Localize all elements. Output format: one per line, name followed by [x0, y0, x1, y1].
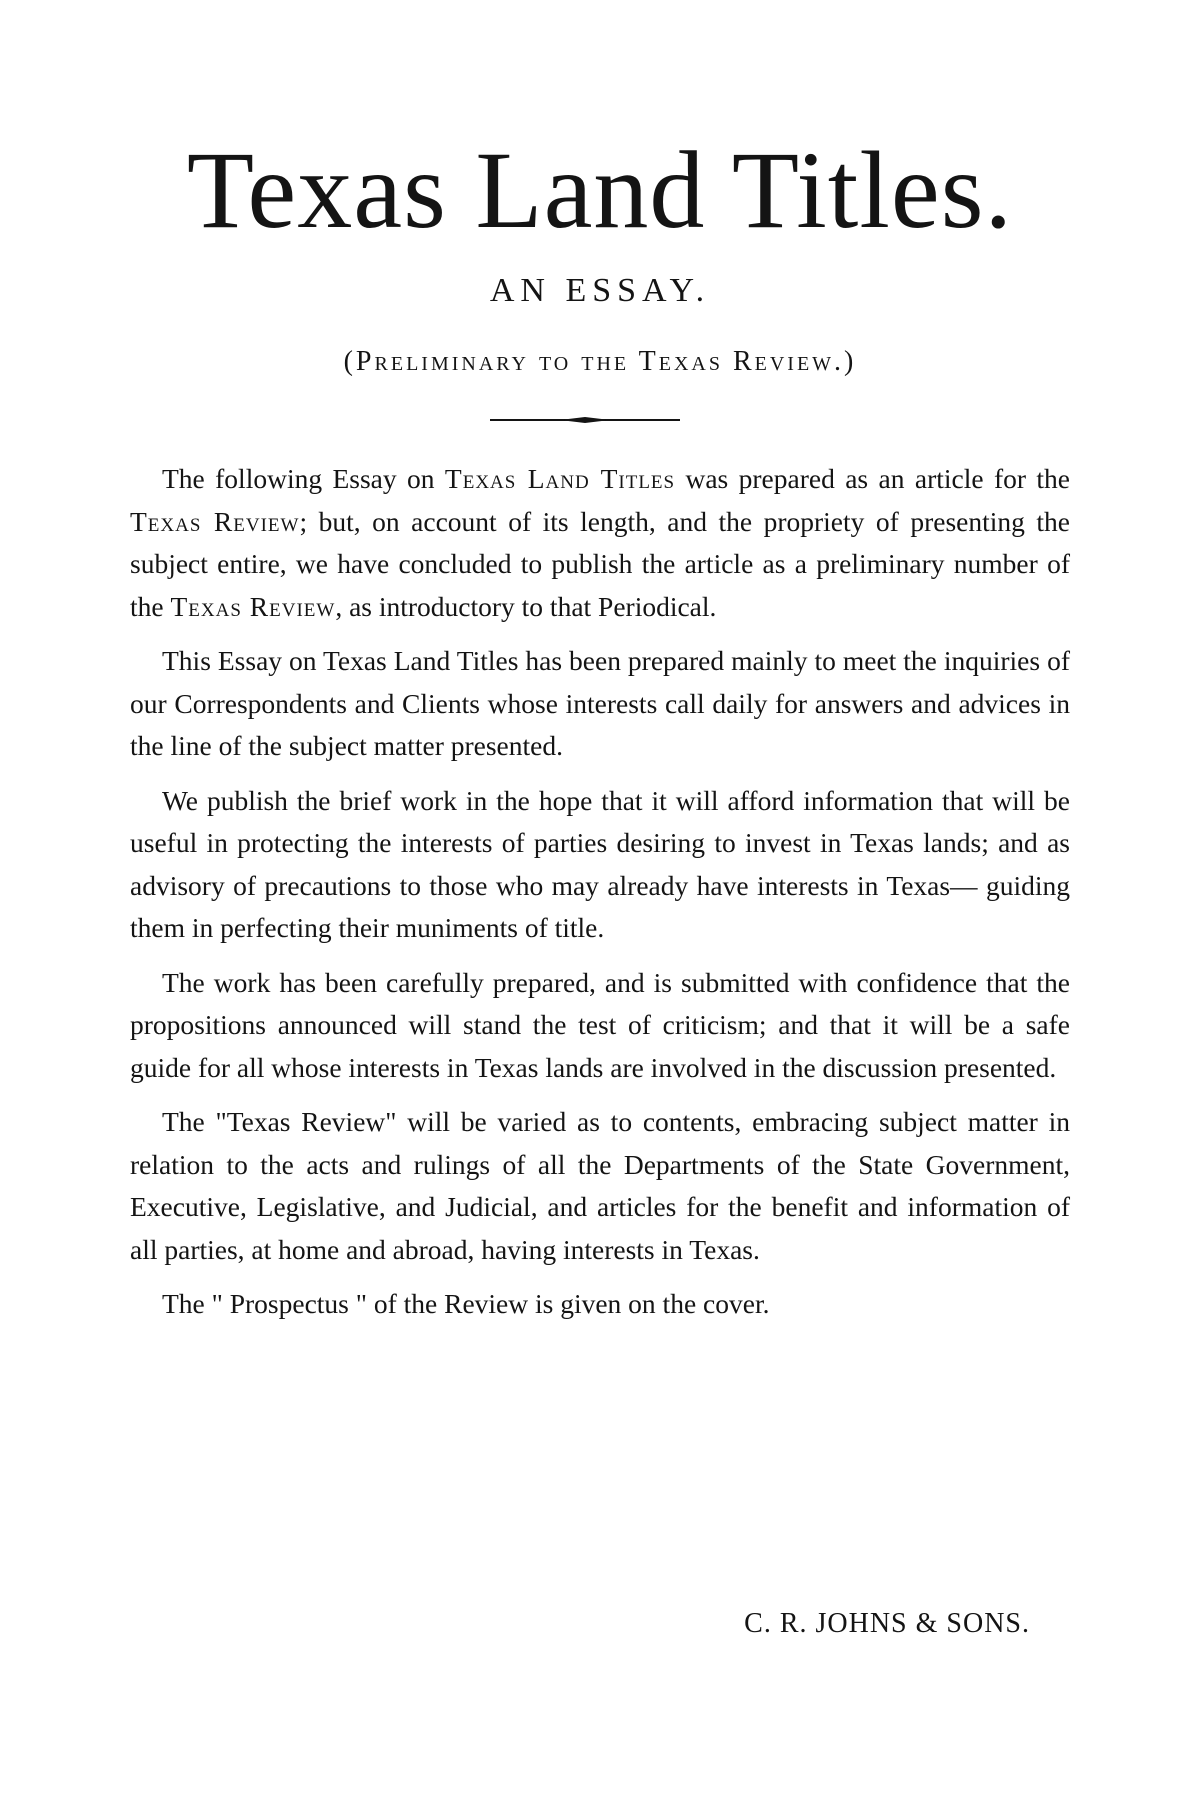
essay-body: [130, 458, 1070, 1338]
paragraph-1-text-e: ; but, on account of its length, and the propriety of presenting the subject entire, we have concluded to publish the article as a preliminary number of the: [130, 505, 1070, 622]
preliminary-note: (Preliminary to the Texas Review.): [343, 346, 857, 377]
review-ref-2: Texas Review: [170, 590, 336, 622]
paragraph-2: This Essay on Texas Land Titles has been prepared mainly to meet the inquiries of our Correspondents and Clients whose interests call daily for answers and advices in the line of the subject matter presented.: [130, 645, 1070, 761]
review-ref-1: Texas Review: [130, 505, 300, 537]
paragraph-4: The work has been carefully prepared, and is submitted with confidence that the propositions announced will stand the test of criticism; and that it will be a safe guide for all whose interests in Texas lands are involved in the discussion presented.: [130, 966, 1070, 1083]
divider-ornament-icon: [490, 416, 680, 424]
paragraph-6: The " Prospectus " of the Review is given on the cover.: [162, 1288, 770, 1319]
paragraph-1-text-c: was prepared as an article for the: [675, 463, 1070, 494]
subtitle: AN ESSAY.: [489, 272, 711, 309]
paragraph-1-text-a: The following Essay on: [162, 463, 445, 494]
paragraph-5: The "Texas Review" will be varied as to contents, embracing subject matter in relation to the acts and rulings of all the Departments of the State Government, Executive, Legislative, and Judicial, and articles for the benefit and information of all parties, at home and abroad, having interests in Texas.: [130, 1106, 1070, 1265]
page-title: Texas Land Titles.: [186, 129, 1014, 251]
paragraph-3: We publish the brief work in the hope that it will afford information that will be useful in protecting the interests of parties desiring to invest in Texas lands; and as advisory of precautions to those who may already have interests in Texas— guiding them in perfecting their muniments of title.: [130, 784, 1070, 943]
paragraph-1: [130, 458, 1070, 628]
paragraph-1-text-g: , as introductory to that Periodical.: [335, 590, 717, 622]
signature: C. R. JOHNS & SONS.: [744, 1608, 1030, 1639]
essay-title-ref: Texas Land Titles: [444, 463, 676, 494]
ornamental-rule: [490, 418, 680, 422]
